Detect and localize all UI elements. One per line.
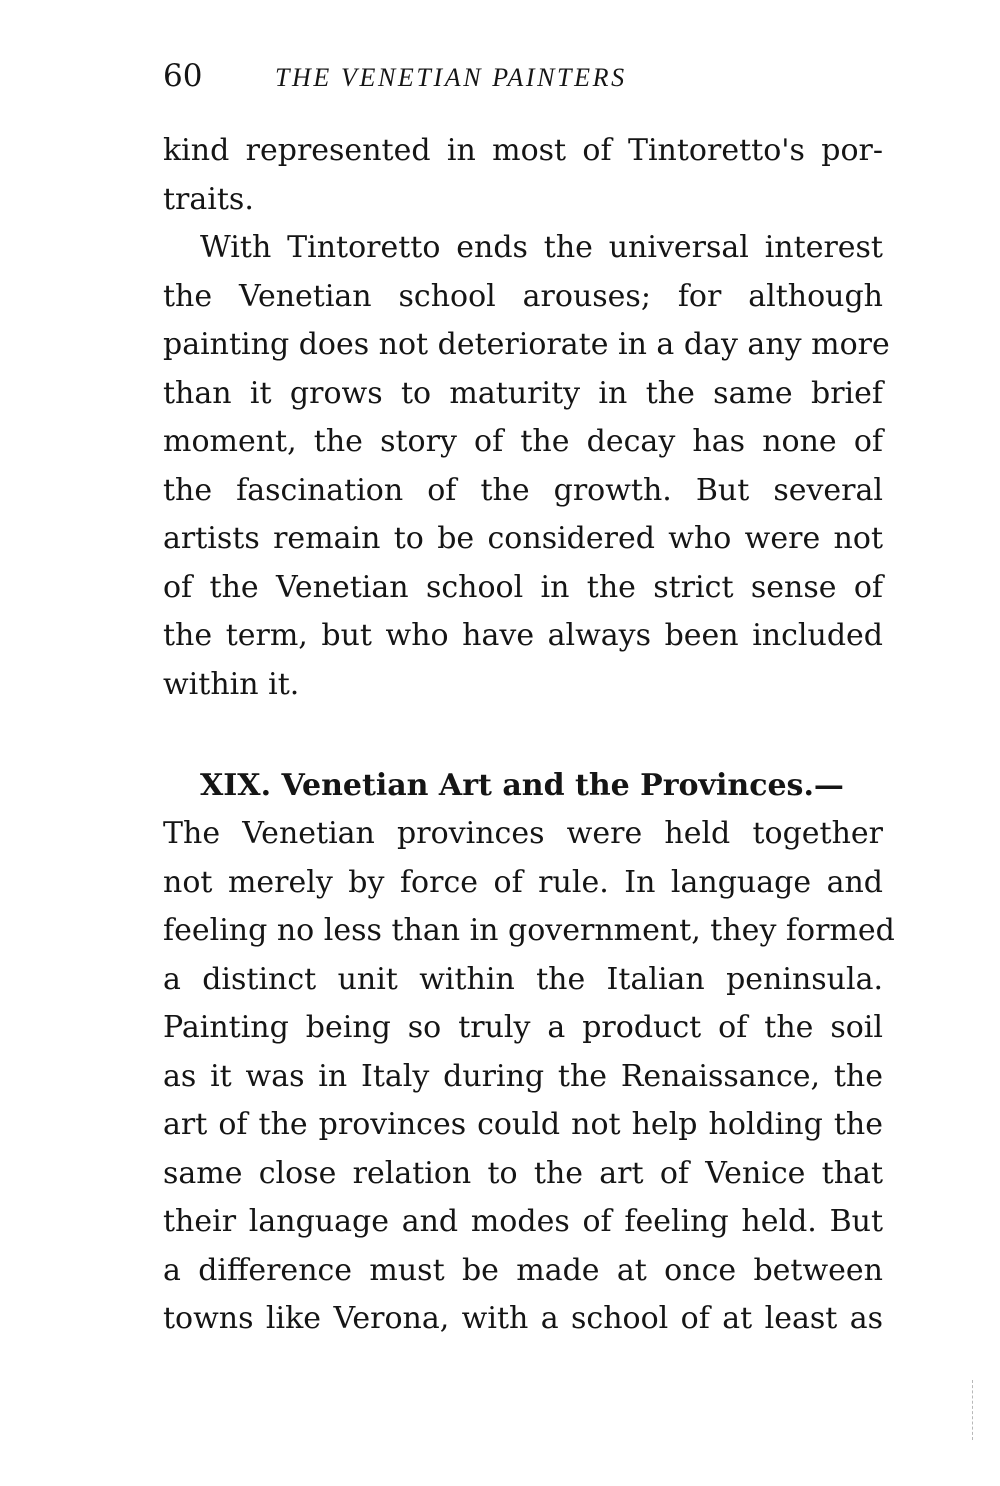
section-heading: XIX. Venetian Art and the Provinces.—: [200, 768, 844, 803]
text-line: than it grows to maturity in the same brief: [163, 376, 883, 411]
text-line: moment, the story of the decay has none of: [163, 424, 883, 459]
text-line: artists remain to be considered who were not: [163, 521, 883, 556]
text-line: painting does not deteriorate in a day any more: [163, 327, 890, 362]
text-line: a difference must be made at once between: [163, 1253, 883, 1288]
running-header: [163, 56, 883, 100]
text-line: The Venetian provinces were held together: [163, 816, 883, 851]
text-line: the Venetian school arouses; for although: [163, 279, 883, 314]
text-line: the term, but who have always been included: [163, 618, 883, 653]
text-line: same close relation to the art of Venice that: [163, 1156, 883, 1191]
text-line: With Tintoretto ends the universal interest: [200, 230, 883, 265]
text-line: art of the provinces could not help holding the: [163, 1107, 883, 1142]
text-line: towns like Verona, with a school of at least as: [163, 1301, 883, 1336]
text-line: feeling no less than in government, they formed: [163, 913, 895, 948]
text-line: of the Venetian school in the strict sense of: [163, 570, 883, 605]
text-line: their language and modes of feeling held. But: [163, 1204, 883, 1239]
book-title: THE VENETIAN PAINTERS: [275, 63, 627, 92]
page-number: 60: [163, 58, 203, 94]
text-line: as it was in Italy during the Renaissance, the: [163, 1059, 883, 1094]
text-line: Painting being so truly a product of the soil: [163, 1010, 883, 1045]
text-line: within it.: [163, 667, 300, 702]
text-line: not merely by force of rule. In language and: [163, 865, 883, 900]
text-line: kind represented in most of Tintoretto's por-: [163, 133, 883, 168]
text-line: traits.: [163, 182, 254, 217]
text-line: a distinct unit within the Italian peninsula.: [163, 962, 883, 997]
page-edge-mark: [972, 1380, 974, 1440]
text-line: the fascination of the growth. But several: [163, 473, 883, 508]
